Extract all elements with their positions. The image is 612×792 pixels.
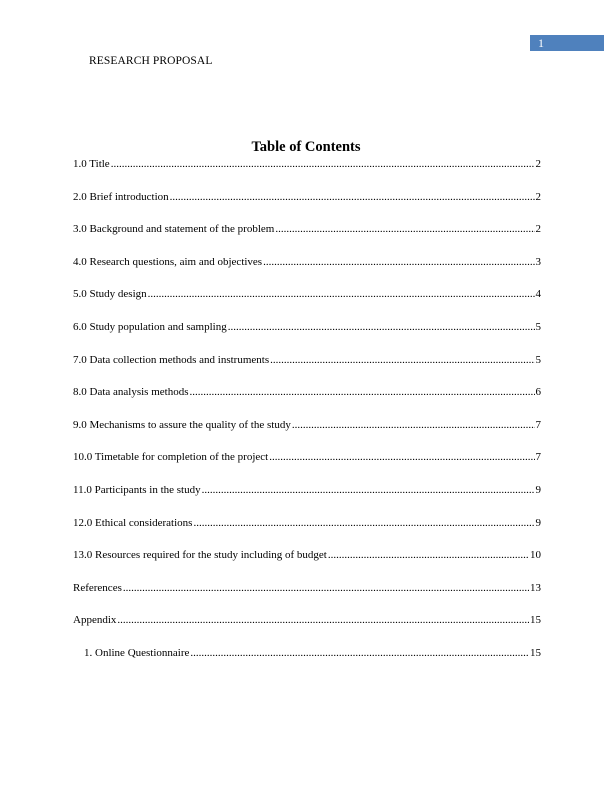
toc-entry-label: 12.0 Ethical considerations: [73, 516, 193, 529]
toc-dot-leader: [263, 256, 534, 269]
toc-entry-page: 2: [535, 223, 541, 236]
toc-dot-leader: [270, 354, 534, 367]
toc-entry-ethical-considerations[interactable]: [73, 517, 541, 550]
toc-entry-study-design[interactable]: [73, 288, 541, 321]
toc-entry-page: 6: [535, 386, 541, 399]
toc-entry-quality-mechanisms[interactable]: [73, 419, 541, 452]
toc-dot-leader: [228, 321, 535, 334]
toc-dot-leader: [189, 386, 534, 399]
page-number: 1: [538, 36, 544, 50]
page-number-tab: [530, 35, 604, 51]
toc-entry-brief-introduction[interactable]: [73, 191, 541, 224]
toc-entry-page: 9: [535, 483, 541, 496]
toc-dot-leader: [148, 288, 535, 301]
toc-entry-data-collection[interactable]: [73, 354, 541, 387]
toc-entry-label: Appendix: [73, 614, 117, 627]
toc-entry-title[interactable]: [73, 158, 541, 191]
toc-entry-page: 7: [535, 418, 541, 431]
toc-dot-leader: [275, 223, 534, 236]
toc-entry-label: 5.0 Study design: [73, 288, 147, 301]
toc-entry-label: 9.0 Mechanisms to assure the quality of the study: [73, 418, 291, 431]
toc-entry-label: 13.0 Resources required for the study including of budget: [73, 549, 327, 562]
toc-entry-page: 2: [535, 158, 541, 170]
toc-entry-label: 10.0 Timetable for completion of the project: [73, 451, 269, 464]
toc-entry-research-questions[interactable]: [73, 256, 541, 289]
toc-entry-page: 10: [530, 549, 541, 562]
toc-entry-appendix[interactable]: [73, 614, 541, 647]
table-of-contents: [73, 158, 541, 680]
toc-entry-label: References: [73, 581, 122, 594]
toc-entry-page: 13: [530, 581, 541, 594]
toc-heading: Table of Contents: [251, 139, 361, 155]
toc-entry-label: 8.0 Data analysis methods: [73, 386, 189, 399]
toc-dot-leader: [170, 191, 535, 204]
toc-entry-page: 2: [535, 190, 541, 203]
toc-entry-label: 2.0 Brief introduction: [73, 190, 169, 203]
toc-entry-page: 15: [530, 646, 541, 659]
toc-dot-leader: [190, 647, 529, 660]
toc-entry-page: 15: [530, 614, 541, 627]
toc-dot-leader: [202, 484, 535, 497]
toc-entry-page: 5: [535, 320, 541, 333]
toc-entry-data-analysis[interactable]: [73, 386, 541, 419]
toc-entry-page: 3: [535, 255, 541, 268]
toc-entry-label: 4.0 Research questions, aim and objectives: [73, 255, 263, 268]
toc-entry-label: 1.0 Title: [73, 158, 110, 170]
toc-entry-study-population[interactable]: [73, 321, 541, 354]
toc-entry-references[interactable]: [73, 582, 541, 615]
toc-entry-label: 11.0 Participants in the study: [73, 483, 201, 496]
toc-entry-timetable[interactable]: [73, 451, 541, 484]
toc-dot-leader: [269, 451, 534, 464]
toc-entry-participants[interactable]: [73, 484, 541, 517]
toc-entry-online-questionnaire[interactable]: [73, 647, 541, 680]
toc-entry-page: 4: [535, 288, 541, 301]
toc-entry-page: 7: [535, 451, 541, 464]
toc-entry-label: 3.0 Background and statement of the problem: [73, 223, 275, 236]
toc-entry-page: 9: [535, 516, 541, 529]
running-head: RESEARCH PROPOSAL: [89, 55, 213, 67]
toc-entry-label: 6.0 Study population and sampling: [73, 320, 227, 333]
toc-dot-leader: [292, 419, 535, 432]
toc-dot-leader: [193, 517, 534, 530]
toc-dot-leader: [328, 549, 529, 562]
toc-entry-background[interactable]: [73, 223, 541, 256]
toc-entry-resources-budget[interactable]: [73, 549, 541, 582]
toc-dot-leader: [111, 158, 535, 171]
toc-dot-leader: [123, 582, 529, 595]
toc-entry-label: 1. Online Questionnaire: [84, 646, 190, 659]
toc-entry-page: 5: [535, 353, 541, 366]
toc-entry-label: 7.0 Data collection methods and instruments: [73, 353, 270, 366]
toc-dot-leader: [117, 614, 529, 627]
